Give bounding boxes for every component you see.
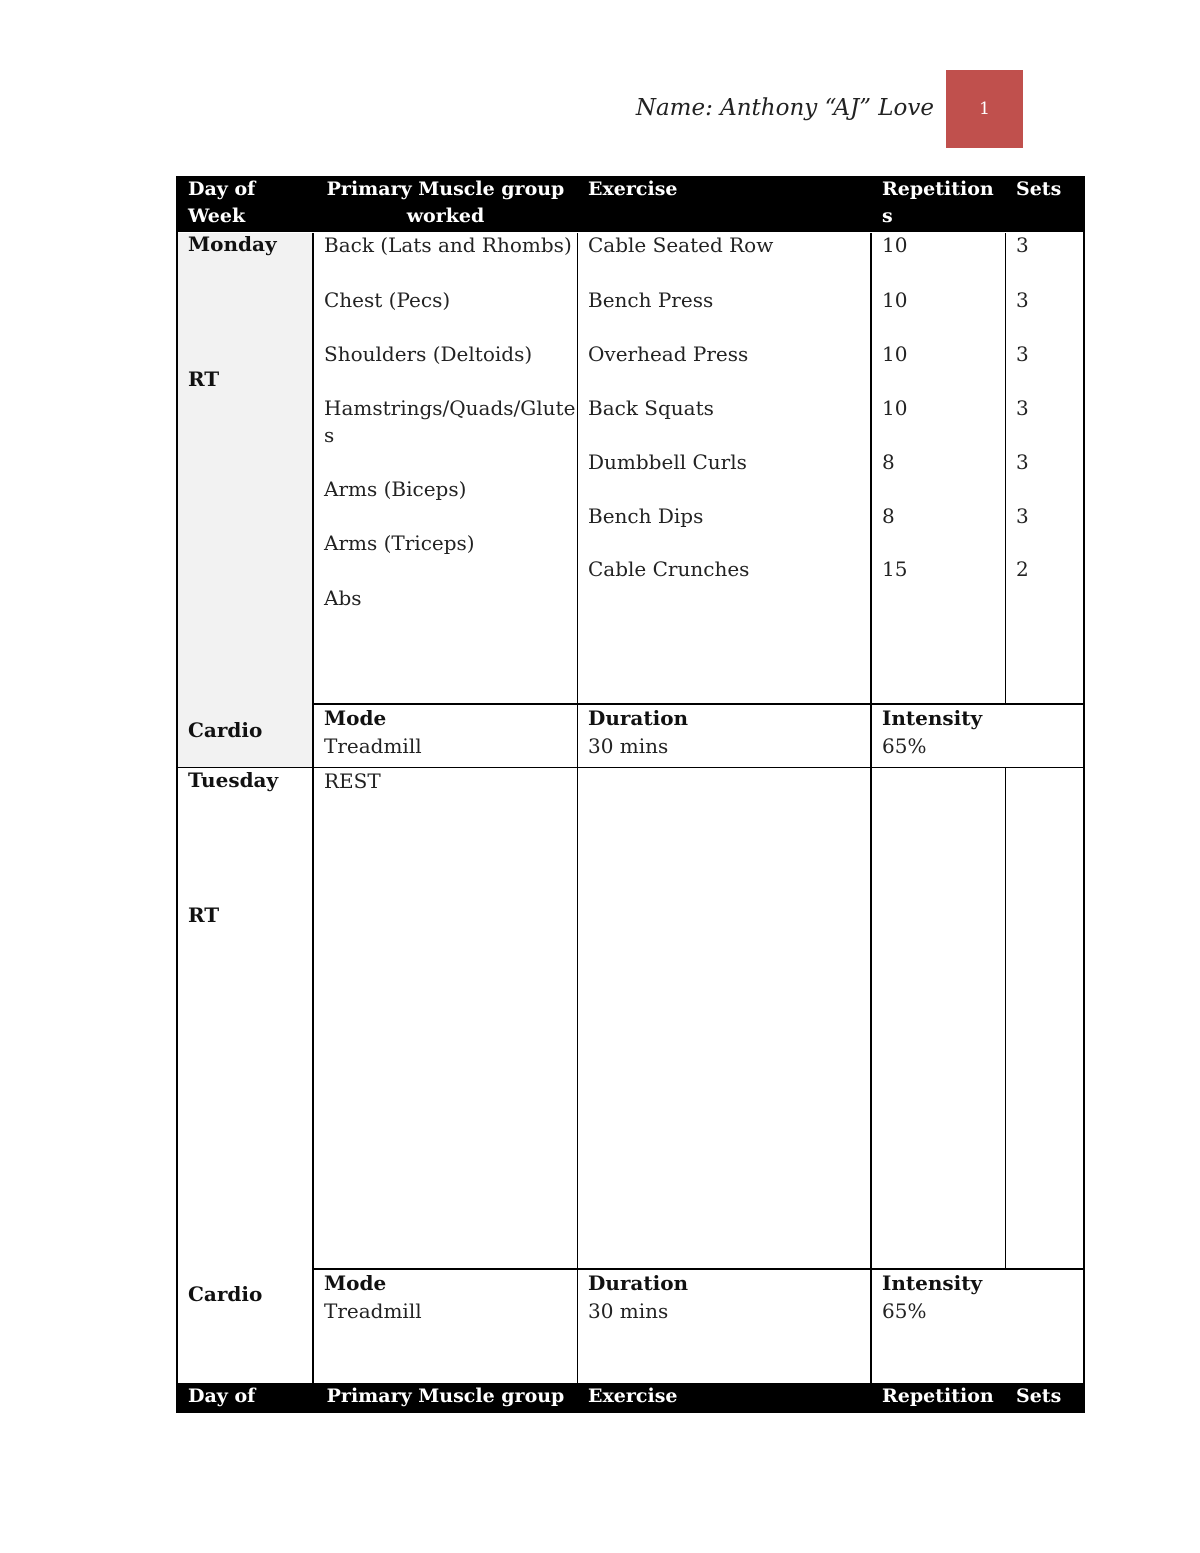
tuesday-rt-label: RT (188, 903, 220, 927)
col-header-sets-repeat: Sets (1016, 1385, 1062, 1407)
reps-cell: 10 (882, 396, 908, 420)
muscle-group-cell: Chest (Pecs) (324, 288, 451, 312)
muscle-group-cell-wrap: s (324, 423, 335, 447)
col-header-repetitions: Repetition s (882, 178, 994, 227)
muscle-group-cell: Hamstrings/Quads/Glute (324, 396, 576, 420)
exercise-cell: Bench Dips (588, 504, 704, 528)
col-header-sets: Sets (1016, 178, 1062, 200)
exercise-cell: Cable Seated Row (588, 233, 774, 257)
tuesday-day-label: Tuesday (188, 768, 279, 792)
table-left-border (176, 176, 178, 1413)
tuesday-cardio-intensity-label: Intensity (882, 1271, 983, 1295)
monday-cardio-intensity-value: 65% (882, 734, 927, 758)
reps-column-divider-tuesday (1005, 768, 1006, 1269)
reps-cell: 10 (882, 233, 908, 257)
muscle-group-cell: Shoulders (Deltoids) (324, 342, 533, 366)
monday-cardio-duration-value: 30 mins (588, 734, 669, 758)
muscle-group-cell: Arms (Biceps) (324, 477, 467, 501)
reps-column-divider-monday (1005, 233, 1006, 704)
col-header-day: Day of Week (188, 178, 256, 227)
reps-cell: 8 (882, 504, 895, 528)
monday-cardio-duration-label: Duration (588, 706, 689, 730)
day-column-divider (312, 233, 314, 1383)
reps-cell: 8 (882, 450, 895, 474)
monday-day-column-shade (178, 233, 313, 767)
sets-cell: 3 (1016, 504, 1029, 528)
sets-cell: 3 (1016, 233, 1029, 257)
sets-cell: 3 (1016, 450, 1029, 474)
monday-rt-label: RT (188, 367, 220, 391)
tuesday-cardio-mode-value: Treadmill (324, 1299, 422, 1323)
monday-cardio-label: Cardio (188, 718, 263, 742)
sets-cell: 2 (1016, 557, 1029, 581)
exercise-cell: Bench Press (588, 288, 714, 312)
col-header-day-repeat: Day of (188, 1385, 256, 1407)
table-right-border (1083, 176, 1085, 1413)
tuesday-cardio-top-rule (312, 1268, 1085, 1270)
tuesday-cardio-intensity-value: 65% (882, 1299, 927, 1323)
col-header-muscle-group: Primary Muscle group worked (326, 178, 565, 227)
monday-cardio-mode-label: Mode (324, 706, 387, 730)
monday-cardio-mode-value: Treadmill (324, 734, 422, 758)
sets-cell: 3 (1016, 288, 1029, 312)
muscle-group-cell: Arms (Triceps) (324, 531, 475, 555)
col-header-repetitions-repeat: Repetition (882, 1385, 994, 1407)
tuesday-cardio-mode-label: Mode (324, 1271, 387, 1295)
sets-cell: 3 (1016, 342, 1029, 366)
monday-cardio-intensity-label: Intensity (882, 706, 983, 730)
exercise-column-divider (870, 233, 872, 1383)
muscle-group-cell: Back (Lats and Rhombs) (324, 233, 572, 257)
monday-day-label: Monday (188, 232, 277, 256)
muscle-group-cell: Abs (324, 586, 362, 610)
tuesday-cardio-duration-value: 30 mins (588, 1299, 669, 1323)
col-header-muscle-group-repeat: Primary Muscle group (326, 1385, 565, 1407)
monday-bottom-rule (176, 767, 1085, 768)
reps-cell: 10 (882, 288, 908, 312)
exercise-cell: Overhead Press (588, 342, 749, 366)
page-number-badge: 1 (946, 70, 1023, 148)
tuesday-cardio-label: Cardio (188, 1282, 263, 1306)
document-owner-name: Name: Anthony “AJ” Love (635, 95, 934, 121)
muscle-column-divider (577, 233, 578, 1383)
reps-cell: 15 (882, 557, 908, 581)
exercise-cell: Dumbbell Curls (588, 450, 747, 474)
reps-cell: 10 (882, 342, 908, 366)
tuesday-rest-text: REST (324, 769, 381, 793)
col-header-exercise: Exercise (588, 178, 678, 200)
sets-cell: 3 (1016, 396, 1029, 420)
monday-cardio-top-rule (312, 703, 1085, 705)
exercise-cell: Cable Crunches (588, 557, 750, 581)
exercise-cell: Back Squats (588, 396, 714, 420)
col-header-exercise-repeat: Exercise (588, 1385, 678, 1407)
tuesday-cardio-duration-label: Duration (588, 1271, 689, 1295)
